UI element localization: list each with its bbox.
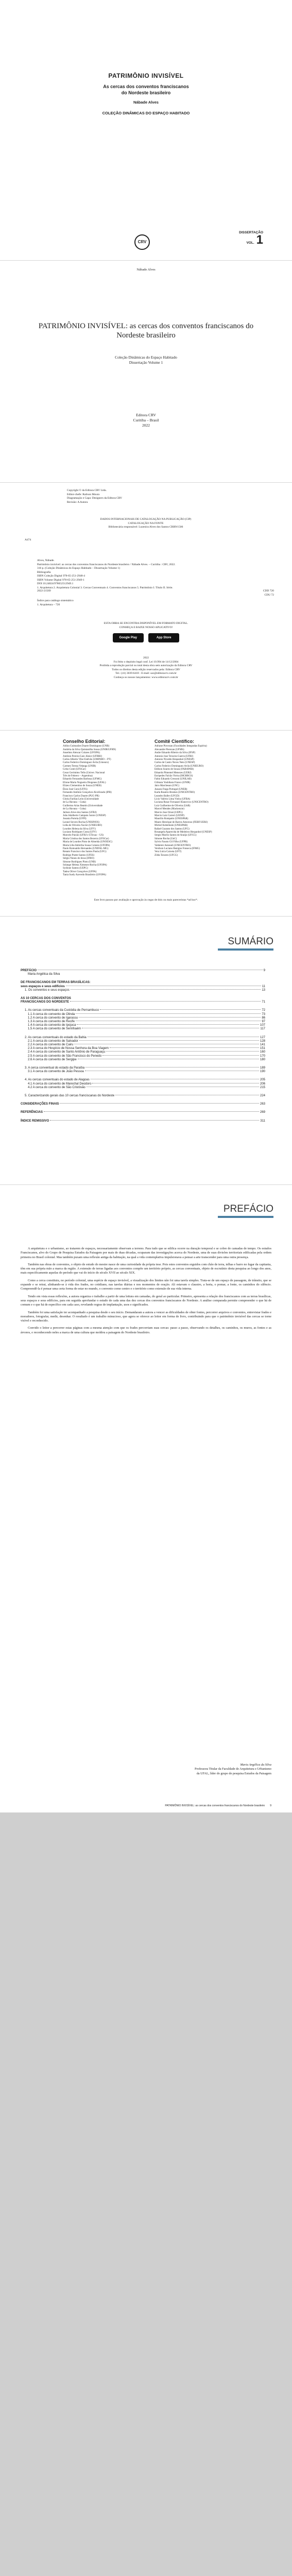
legal-line: Foi feito o depósito legal conf. Lei 10.994 de 14/12/2004 [113, 660, 179, 664]
toc-entry[interactable] [21, 1086, 265, 1090]
card-codes [37, 589, 274, 597]
toc-entry[interactable] [21, 1040, 265, 1043]
card-index [37, 599, 274, 607]
toc-entry-page: 263 [260, 1103, 265, 1106]
board-member: Lício Valério Lima Vieira (UFBA) [154, 798, 191, 801]
toc-entry[interactable] [21, 1020, 265, 1024]
toc-entry[interactable] [21, 1082, 265, 1086]
toc-entry[interactable] [21, 997, 265, 1001]
toc-leader-dots [79, 1017, 261, 1018]
board-member: Marcio Jose Ornat (UEPG) [154, 811, 183, 814]
board-member: Karla Rosário Brumes (UNICENTRO) [154, 791, 195, 794]
board-member: Fernando Antônio Gonçalves Alcoforado (IPB) [63, 791, 112, 794]
toc-entry-label: 2.3 A cerca do Hospício de Nossa Senhora da Boa Viagem [28, 1047, 109, 1050]
board-member: Élsio José Corá (UFFS) [63, 788, 88, 791]
toc-entry-label: 2.1 A cerca do convento de Salvador [28, 1039, 78, 1043]
toc-entry[interactable] [21, 1016, 265, 1020]
toc-entry[interactable] [21, 1078, 265, 1082]
legal-line: Proibida a reprodução parcial ou total desta obra sem autorização da Editora CRV [99, 664, 193, 667]
board-member: Carlos Federico Dominguez Avila (Unieuro) [63, 761, 109, 765]
toc-entry-label: 2.6 A cerca do convento de Sergipe [28, 1058, 77, 1061]
toc-entry-page: 86 [262, 1016, 265, 1020]
board-member: Lourdes Helena da Silva (UFV) [63, 827, 96, 831]
crv-logo-icon: CRV [134, 234, 150, 250]
toc-spacer [21, 992, 265, 997]
board-member: Eduardo Fernandes Barbosa (UFMG) [63, 778, 102, 781]
toc-entry-label: 1.3 A cerca do convento de Recife [28, 1020, 75, 1024]
catalog-head-3: Bibliotecária responsável: Luzenira Alves dos Santos CRB9/1506 [108, 526, 183, 529]
board-member: Euripedes Falcão Vieira (IHGRRGS) [154, 775, 193, 778]
toc-entry-label: 2.5 A cerca do convento de São Francisco do Penedo [28, 1054, 102, 1058]
board-member: Gilmara Yoshihara Franco (UNIR) [154, 781, 191, 784]
toc-leader-dots [77, 1024, 259, 1025]
toc-leader-dots [100, 1009, 261, 1010]
board-member: Leandro Baller (UFGD) [154, 794, 180, 798]
legal-notice [0, 656, 292, 680]
digital-notice [0, 622, 292, 630]
toc-entry-page: 13 [262, 988, 265, 992]
legal-line: Conheça os nossos lançamentos: www.editoracrv.com.br [114, 675, 178, 679]
board-member: Rosangela Aparecida de Medeiros Hespanhol (UNESP) [154, 831, 212, 834]
board-member: Simone Rocha (UnC) [154, 837, 177, 840]
catalog-code: A474 [25, 538, 31, 541]
card-code-left: 2022-21569 [37, 589, 51, 592]
toc-entry-page: 117 [260, 1027, 265, 1031]
board-member: Eduardo Pimentel Menezes (UERJ) [154, 771, 192, 774]
toc-entry[interactable] [21, 973, 265, 976]
cover-title: PATRIMÔNIO INVISÍVEL [108, 72, 184, 79]
toc-entry-page: 215 [260, 1086, 265, 1089]
toc-entry-label: 1.1 A cerca do convento de Olinda [28, 1012, 75, 1016]
board-member: Mauro Henrique de Barros Amoroso (FEBF/UERJ) [154, 821, 208, 824]
toc-entry-page: 107 [260, 1024, 265, 1027]
scientific-committee [154, 740, 252, 857]
board-member: Francisco Carlos Duarte (PUC-PR) [63, 794, 99, 798]
board-member: Alexandre Pierezan (UFMS) [154, 748, 184, 751]
editorial-board [63, 740, 150, 877]
board-member: de La Havana – Cuba) [63, 808, 86, 811]
cover-collection: COLEÇÃO DINÂMICAS DO ESPAÇO HABITADO [102, 111, 190, 115]
board-member: Zilda Tavares (UFCG) [154, 854, 178, 857]
board-member: Adriane Piovezan (Faculdades Integradas Espírita) [154, 745, 207, 748]
toc-entry-page: 141 [260, 1043, 265, 1047]
toc-entry-page: 151 [260, 1047, 265, 1050]
board-member: de La Havana – Cuba) [63, 801, 86, 804]
store-badges [0, 633, 292, 642]
title-page-title: PATRIMÔNIO INVISÍVEL: as cercas dos conventos franciscanos do Nordeste brasileiro [38, 322, 254, 340]
board-member: Josania Portela (UFPI) [63, 818, 87, 821]
board-member: Aldira Guimarães Duarte Domínguez (UNB) [63, 745, 110, 748]
board-member: Tania Suely Azevedo Brasileiro (UFOPA) [63, 874, 106, 877]
toc-leader-dots [110, 1047, 259, 1048]
board-member: Gloria Fariñas León (Universidade [63, 798, 99, 801]
toc-entry-label: 1.5 A cerca do convento de Serinhaém [28, 1027, 81, 1031]
toc-spacer [21, 1062, 265, 1066]
cover-subtitle-line1: As cercas dos conventos franciscanos [103, 84, 189, 89]
toc-entry-page: 71 [262, 1001, 265, 1004]
card-pages: 316 p. (Coleção Dinâmicas do Espaço Habitado – Dissertação Volume 1) [37, 567, 120, 570]
toc-leader-dots [71, 989, 261, 990]
signature-name: Maria Angélica da Silva [240, 1763, 271, 1767]
page-footer [0, 1804, 271, 1807]
preface-title: PREFÁCIO [223, 1204, 273, 1214]
board-member: Paulo Romualdo Hernandes (UNIFAL-MG) [63, 848, 109, 850]
board-member: Maria Cristina dos Santos Bezerra (UFSCar) [63, 837, 109, 840]
board-member: Carmen Tereza Velanga (UNIR) [63, 765, 96, 768]
board-member: Marcel Mendes (Mackenzie) [154, 808, 184, 811]
preface-paragraph: A arquitetura e o urbanismo, ao tratarem de espaços, necessariamente observam a terreno. Para tudo que se edifica ocorre na duração temporal e se cobre de camadas de tempo. Os estudos Franciscanos, alvo do Grupo de Pesquisa Estudos da Paisagem por mais de duas décadas, ocuparam das investigações acerca do Nordeste, uma de suas divisões territoriais edificadas pela ordem primeira no Brasil colonial. Mas também puxam uma reflexão antiga da habitação, na qual a vida contemplativa impulsionava a pensar a arte transcender para uma outra presença. [21, 1247, 271, 1259]
toc-entry[interactable] [21, 969, 265, 973]
toc-entry[interactable] [21, 1027, 265, 1031]
toc-spacer [21, 1004, 265, 1009]
toc-entry-label: 1. As cercas conventuais da Custódia de Pernambuco [25, 1009, 99, 1012]
toc-entry[interactable] [21, 1009, 265, 1012]
board-member: Venilson Luciano Benigno Fonseca (IFMG) [154, 848, 200, 850]
cover-author: Nábade Alves [133, 100, 159, 105]
toc-entry-label: CONSIDERAÇÕES FINAIS [21, 1103, 59, 1106]
signature-role: da UFAL, líder do grupo de pesquisa Estudos da Paisagem [196, 1771, 271, 1775]
toc-entry-label: 3.1 A cerca do convento de João Pessoa [28, 1070, 84, 1074]
toc-entry-page: 127 [260, 1036, 265, 1039]
toc-entry-label: seus espaços e seus edifícios [21, 985, 65, 988]
toc-entry[interactable] [21, 1103, 265, 1106]
board-member: Guillermo Arias Beatón (Universidade [63, 804, 103, 807]
board-member: Michel Kobelinski (UNESPAR) [154, 824, 188, 827]
google-play-badge[interactable]: Google Play [113, 633, 144, 642]
board-member: Maurilio Rompatto (UNESPAR) [154, 818, 188, 821]
toc-entry-label: 3. A cerca conventual do estado da Paraíba [25, 1066, 85, 1070]
toc-entry-label: DE FRANCISCANOS EM TERRAS BRASÍLICAS: [21, 981, 91, 985]
board-member: Leonel Severo Rocha (UNISINOS) [63, 821, 99, 824]
toc-entry-page: 189 [260, 1066, 265, 1070]
board-member: Valdemir Antoneli (UNICENTRO) [154, 844, 191, 847]
toc-leader-dots [50, 1120, 259, 1121]
board-member: Elizeu Clementino de Souza (UNEB) [63, 785, 101, 788]
catalog-header [25, 518, 267, 530]
toc-entry-label: 2. As cercas conventuais do estado da Bahia [25, 1036, 87, 1039]
board-member: Vera Lúcia Caixeta (UFT) [154, 851, 182, 854]
legal-year: 2022 [143, 656, 149, 659]
toc-entry[interactable] [21, 1001, 265, 1004]
toc-entry-page: 206 [260, 1082, 265, 1086]
index-line: Índice para catálogo sistemático [37, 599, 74, 602]
board-member: Lídia de Oliveira Xavier (UNIEURO) [63, 824, 102, 827]
board-member: Antonio Jose Teixeira Guerra (UFRJ) [154, 755, 194, 758]
app-store-badge[interactable]: App Store [148, 633, 179, 642]
catalog-head-1: DADOS INTERNACIONAIS DE CATALOGAÇÃO NA PUBLICAÇÃO (CIP) [100, 518, 192, 521]
preface-paragraph: Também nas obras de conventos, o objeto de estudo do mestre nasce de uma curiosidade da própria tese. Pois estes conventos erguidos com chão de terra, telhas e barro no lugar da capitania, têm em sua própria mão a marca da região. A extensão de terras ligadas aos conventos compõe um território próprio, as cercas conventuais, objeto de escrutínio desta pesquisa ao longo dos anos, mais especificamente aquelas do período que vai do início do século XVII ao século XIX. [21, 1262, 271, 1275]
toc-leader-dots [102, 1055, 259, 1056]
card-code-right [263, 589, 274, 597]
summary-title: SUMÁRIO [228, 936, 273, 947]
board-member: Carlos Alberto Vilar Estêvão (UMINHO – PT) [63, 758, 111, 761]
boards-page [0, 730, 292, 916]
preface-paragraph: Convido o leitor a percorrer estas páginas com a mesma atenção com que os frades percorriam suas cercas: passo a passo, observando os detalhes, os caminhos, os muros, as fontes e as árvores, e reconhecendo neles a marca de uma cultura que moldou a paisagem do Nordeste brasileiro. [21, 1326, 271, 1334]
toc-leader-dots [44, 1111, 259, 1112]
board-member: Jussara Fraga Portugal (UNEB) [154, 788, 187, 791]
toc-entry[interactable] [21, 1111, 265, 1114]
board-member: Carlos de Castro Neves Neto (UNESP) [154, 761, 195, 765]
board-member: Andre Eduardo Ribeiro da Silva (IFSP) [154, 752, 196, 755]
card-isbn: ISBN Volume Digital 978-65-251-2949-1 [37, 578, 84, 582]
credits-line: Copyright © da Editora CRV Ltda. [67, 489, 107, 492]
toc-leader-dots [60, 1103, 259, 1104]
collection-name: Coleção Dinâmicas do Espaço Habitado [115, 355, 177, 360]
board-member: Luiz Guilherme de Oliveira (UnB) [154, 804, 191, 807]
legal-line: Todos os direitos desta edição reservados pela: Editora CRV [112, 668, 180, 671]
toc-entry-page: 9 [263, 969, 265, 972]
volume-name: Dissertação Volume 1 [129, 360, 163, 365]
toc-entry[interactable] [21, 1050, 265, 1054]
preface-paragraph: Também foi uma satisfação ter acompanhado a pesquisa desde o seu início. Demandaram a autora a vencer as dificuldades de obter fontes, percorrer arquivos e conventos, entrevistar frades e moradores, fotografar, medir, desenhar. O resultado é um trabalho minucioso, que agora se oferece ao leitor em forma de livro, contribuindo para que o patrimônio invisível das cercas se torne visível e reconhecido. [21, 1310, 271, 1323]
title-page [0, 260, 292, 482]
title-page-publisher [0, 413, 292, 428]
toc-spacer [21, 1031, 265, 1036]
credits-block [67, 489, 221, 504]
board-member: Renato Francisco dos Santos Paula (UFG) [63, 851, 107, 854]
catalog-head-2: CATALOGAÇÃO NA FONTE [128, 521, 164, 525]
board-member: Anselmo Alencar Colares (UFOPA) [63, 752, 100, 755]
toc-entry[interactable] [21, 1055, 265, 1058]
toc-entry-page: 72 [262, 1009, 265, 1012]
footer-text: PATRIMÔNIO INVISÍVEL: as cercas dos conventos franciscanos do Nordeste brasileiro [165, 1804, 265, 1807]
preface-signature [195, 1763, 271, 1776]
scientific-committee-list [154, 745, 252, 857]
toc-spacer [21, 1074, 265, 1078]
toc-entry[interactable] [21, 1024, 265, 1027]
title-page-author: Nábade Alves [136, 268, 156, 272]
toc-entry-page: 311 [260, 1119, 265, 1123]
board-member: Edilson Soares de Souza (FABAPAR) [154, 768, 194, 771]
board-member: Simone Rodrigues Pinto (UNB) [63, 860, 96, 863]
cover-subtitle [0, 83, 292, 96]
toc-leader-dots [79, 1040, 259, 1041]
board-member: Luciana Rosar Fornazari Klanovicz (UNICENTRO) [154, 801, 209, 804]
card-title: Patrimônio invisível: as cercas dos conventos franciscanos do Nordeste brasileiro / Nábade Alves. – Curitiba : CRV, 2022. [37, 563, 176, 566]
toc-entry-label: 2.2 A cerca do convento de Cairu [28, 1043, 74, 1047]
credits-line: Revisão: A Autora [67, 500, 88, 504]
toc-leader-dots [106, 1051, 259, 1052]
publisher-name: Editora CRV [136, 413, 156, 417]
digital-notice-line: CONHEÇA E BAIXE NOSSO APLICATIVO! [119, 625, 173, 629]
signature-role: Professora Titular da Faculdade de Arquitetura e Urbanismo [195, 1767, 271, 1771]
toc-entry[interactable] [21, 985, 265, 989]
board-member: Jailson Alves dos Santos (UFRJ) [63, 811, 97, 814]
preface-paragraph: Tendo em vista essas reflexões, a autora organiza o trabalho a partir de uma leitura em camadas, do geral ao particular. Primeiro, apresenta a relação dos franciscanos com as terras brasílicas, seus espaços e seus edifícios, para em seguida aprofundar o estudo de cada uma das dez cercas dos conventos franciscanos do Nordeste. A análise comparada permite compreender o que há de comum e o que há de específico em cada caso, revelando regras de implantação, usos e significados. [21, 1294, 271, 1307]
toc-entry[interactable] [21, 1013, 265, 1016]
index-line: 1. Arquitetura – 720 [37, 603, 60, 606]
preface-body [21, 1247, 271, 1338]
toc-spacer [21, 1106, 265, 1111]
toc-entry-page: 128 [260, 1039, 265, 1043]
toc-entry[interactable] [21, 981, 265, 985]
card-author: Alves, Nábade. [37, 559, 55, 562]
publisher-year: 2022 [142, 423, 150, 428]
board-member: Tadeu Oliver Gonçalves (UFPA) [63, 870, 97, 873]
toc-entry-page: 73 [262, 1012, 265, 1016]
toc-entry-label: 4.2 A cerca do convento de São Cristóvão [28, 1086, 85, 1089]
title-page-collection [0, 355, 292, 365]
toc-entry[interactable] [21, 1036, 265, 1040]
board-member: Marcelo Paixão (UFRJ e UTexas – US) [63, 834, 104, 837]
legal-line: Tel.: (41) 3039-6418 - E-mail: sac@editoracrv.com.br [115, 672, 177, 675]
toc-entry-label: FRANCISCANOS DO NORDESTE [21, 1001, 70, 1004]
toc-entry[interactable] [21, 1094, 265, 1098]
toc-spacer [21, 1098, 265, 1103]
toc-entry-page: 170 [260, 1054, 265, 1058]
board-member: Rafael Guarato dos Santos (UFG) [154, 827, 190, 831]
toc-entry[interactable] [21, 1120, 265, 1123]
toc-leader-dots [76, 1013, 261, 1014]
board-member: Maria de Lourdes Pinto de Almeida (UNOESC) [63, 841, 113, 844]
toc-entry-label: 4.1 A cerca do convento de Marechal Deodoro [28, 1082, 92, 1086]
card-subject: 1. Arquitetura 2. Arquitetura Colonial 3. Cercas Conventuais 4. Conventos franciscanos 5. Patrimônio I. Título II. Série. [37, 586, 173, 589]
board-member: Sydione Santos (UEPG) [63, 867, 88, 870]
preface-page [0, 1184, 292, 1812]
card-doi: DOI 10.24824/978652512949.1 [37, 582, 74, 585]
credits-line: Diagramação e Capa: Designers da Editora CRV [67, 497, 123, 500]
board-member: Sergio Murilo Santos de Araújo (UFCG) [154, 834, 197, 837]
toc-entry-label: AS 10 CERCAS DOS CONVENTOS [21, 997, 71, 1001]
toc-leader-dots [70, 1001, 261, 1002]
board-member: Maria Lília Imbiriba Sousa Colares (UFOPA) [63, 844, 110, 847]
toc-entry-page: 180 [260, 1058, 265, 1061]
scientific-committee-heading: Comitê Científico: [154, 739, 195, 744]
toc-entry-label: 1.4 A cerca do convento de Ipojuca [28, 1024, 76, 1027]
toc-entry-label: REFERÊNCIAS [21, 1111, 43, 1114]
board-member: Antônio Pereira Gaio Júnior (UFRRJ) [63, 755, 102, 758]
publisher-city: Curitiba – Brasil [133, 418, 159, 422]
board-member: Sylvio Fausto Gil Filho (UFPR) [154, 841, 188, 844]
credits-line: Editor-chefe: Railson Moura [67, 493, 100, 496]
footer-page-number: 9 [270, 1804, 271, 1807]
board-member: Carlos Federico Dominguez Avila (UNIEURO) [154, 765, 204, 768]
toc-entry-page: 224 [260, 1094, 265, 1098]
toc-entry-label: ÍNDICE REMISSIVO [21, 1119, 49, 1123]
digital-notice-line: ESTA OBRA SE ENCONTRA DISPONÍVEL EM FORMATO DIGITAL. [104, 622, 188, 625]
toc-entry[interactable] [21, 1058, 265, 1062]
cover-page [0, 0, 292, 260]
cdd-code: CDD 720 [263, 589, 274, 592]
toc-entry-label: 5. Caracterizando gerais das 10 cercas franciscanas do Nordeste [25, 1094, 115, 1098]
series-label: DISSERTAÇÃO [239, 231, 263, 234]
volume-label: VOL. [246, 241, 254, 245]
toc-entry-label: Maria Angélica da Silva [28, 973, 60, 976]
toc-entry-page: 269 [260, 1111, 265, 1114]
board-member: Cesar Gerónimo Tello (Univer. Nacional [63, 771, 105, 774]
toc-entry[interactable] [21, 989, 265, 992]
cdu-code: CDU 72 [264, 593, 274, 597]
cover-subtitle-line2: do Nordeste brasileiro [121, 90, 171, 95]
board-member: Andréia da Silva Quintanilha Sousa (UNIR/UFRN) [63, 748, 116, 751]
toc-entry-label: 1.2 A cerca do convento de Igarassu [28, 1016, 78, 1020]
board-member: Luciano Rodrigues Costa (UFV) [63, 831, 97, 834]
board-member: Celso Conti (UFSCar) [63, 768, 86, 771]
card-isbn: ISBN Coleção Digital 978-65-251-2948-4 [37, 574, 85, 578]
card-bibliography: Bibliografia [37, 570, 51, 574]
toc-entry-page: 11 [262, 985, 265, 988]
editorial-board-heading: Conselho Editorial: [63, 739, 106, 744]
toc-entry[interactable] [21, 1047, 265, 1050]
board-member: Rodrigo Pratte-Santos (UFES) [63, 854, 95, 857]
preface-title-bar [218, 1216, 273, 1218]
board-member: Sérgio Nunes de Jesus (IFRO) [63, 857, 94, 860]
board-member: Marcio Luiz Carreri (UENP) [154, 814, 184, 817]
toc-entry-page: 97 [262, 1020, 265, 1024]
preface-paragraph: Como a cerca constituiu, no período colonial, uma espécie de espaço invisível, a visualização dos limites não foi uma tarefa simples. Trata-se de um espaço de passagem, de trânsito, que se expande e se retrai, alinhando-se à vida dos frades, no cotidiano, nas tarefas diárias e nos momentos de oração. Ali estavam o claustro, a horta, o pomar, a fonte, os caminhos do silêncio. Compreendê-la é pensar uma certa forma de estar no mundo, o convento como centro e o território como extensão de sua vida interna. [21, 1278, 271, 1291]
editorial-board-list [63, 745, 150, 877]
table-of-contents [21, 969, 265, 1123]
board-member: Solange Helena Ximenes-Rocha (UFOPA) [63, 864, 107, 867]
toc-entry[interactable] [21, 1066, 265, 1070]
volume-number: 1 [256, 233, 263, 247]
board-member: Jairo Marchesan (UNC) [154, 785, 180, 788]
toc-entry-label: 2.4 A cerca do convento de Santo Antônio de Paraguaçu [28, 1050, 106, 1054]
board-member: Elione Maria Nogueira Diogenes (UFAL) [63, 781, 106, 784]
summary-title-bar [218, 948, 273, 951]
board-member: Antonio Nivaldo Hespanhol (UNESP) [154, 758, 194, 761]
toc-entry-page: 160 [260, 1050, 265, 1054]
board-member: João Adalberto Campato Junior (UNESP) [63, 814, 106, 817]
cover-series [239, 231, 263, 246]
board-member: Três de Febrero – Argentina) [63, 775, 93, 778]
toc-entry-label: PREFÁCIO [21, 969, 37, 972]
toc-spacer [21, 1090, 265, 1094]
empty-background [0, 1812, 292, 2416]
toc-entry-label: 4. As cercas conventuais do estado de Alagoas [25, 1078, 90, 1082]
toc-entry-label: 1. Os conventos e seus espaços [25, 988, 70, 992]
copyright-page [0, 482, 292, 730]
toc-entry-page: 205 [260, 1078, 265, 1082]
review-note: Este livro passou por avaliação e aprovação às cegas de dois ou mais pareceristas *ad hoc*. [94, 899, 198, 902]
catalog-card [37, 559, 274, 607]
toc-entry-page: 190 [260, 1070, 265, 1074]
summary-page [0, 916, 292, 1184]
toc-spacer [21, 1115, 265, 1120]
board-member: Fabio Eduardo Cressoni (UNILAB) [154, 778, 192, 781]
cover-title-block [0, 72, 292, 115]
toc-entry[interactable] [21, 1070, 265, 1074]
toc-entry[interactable] [21, 1043, 265, 1047]
